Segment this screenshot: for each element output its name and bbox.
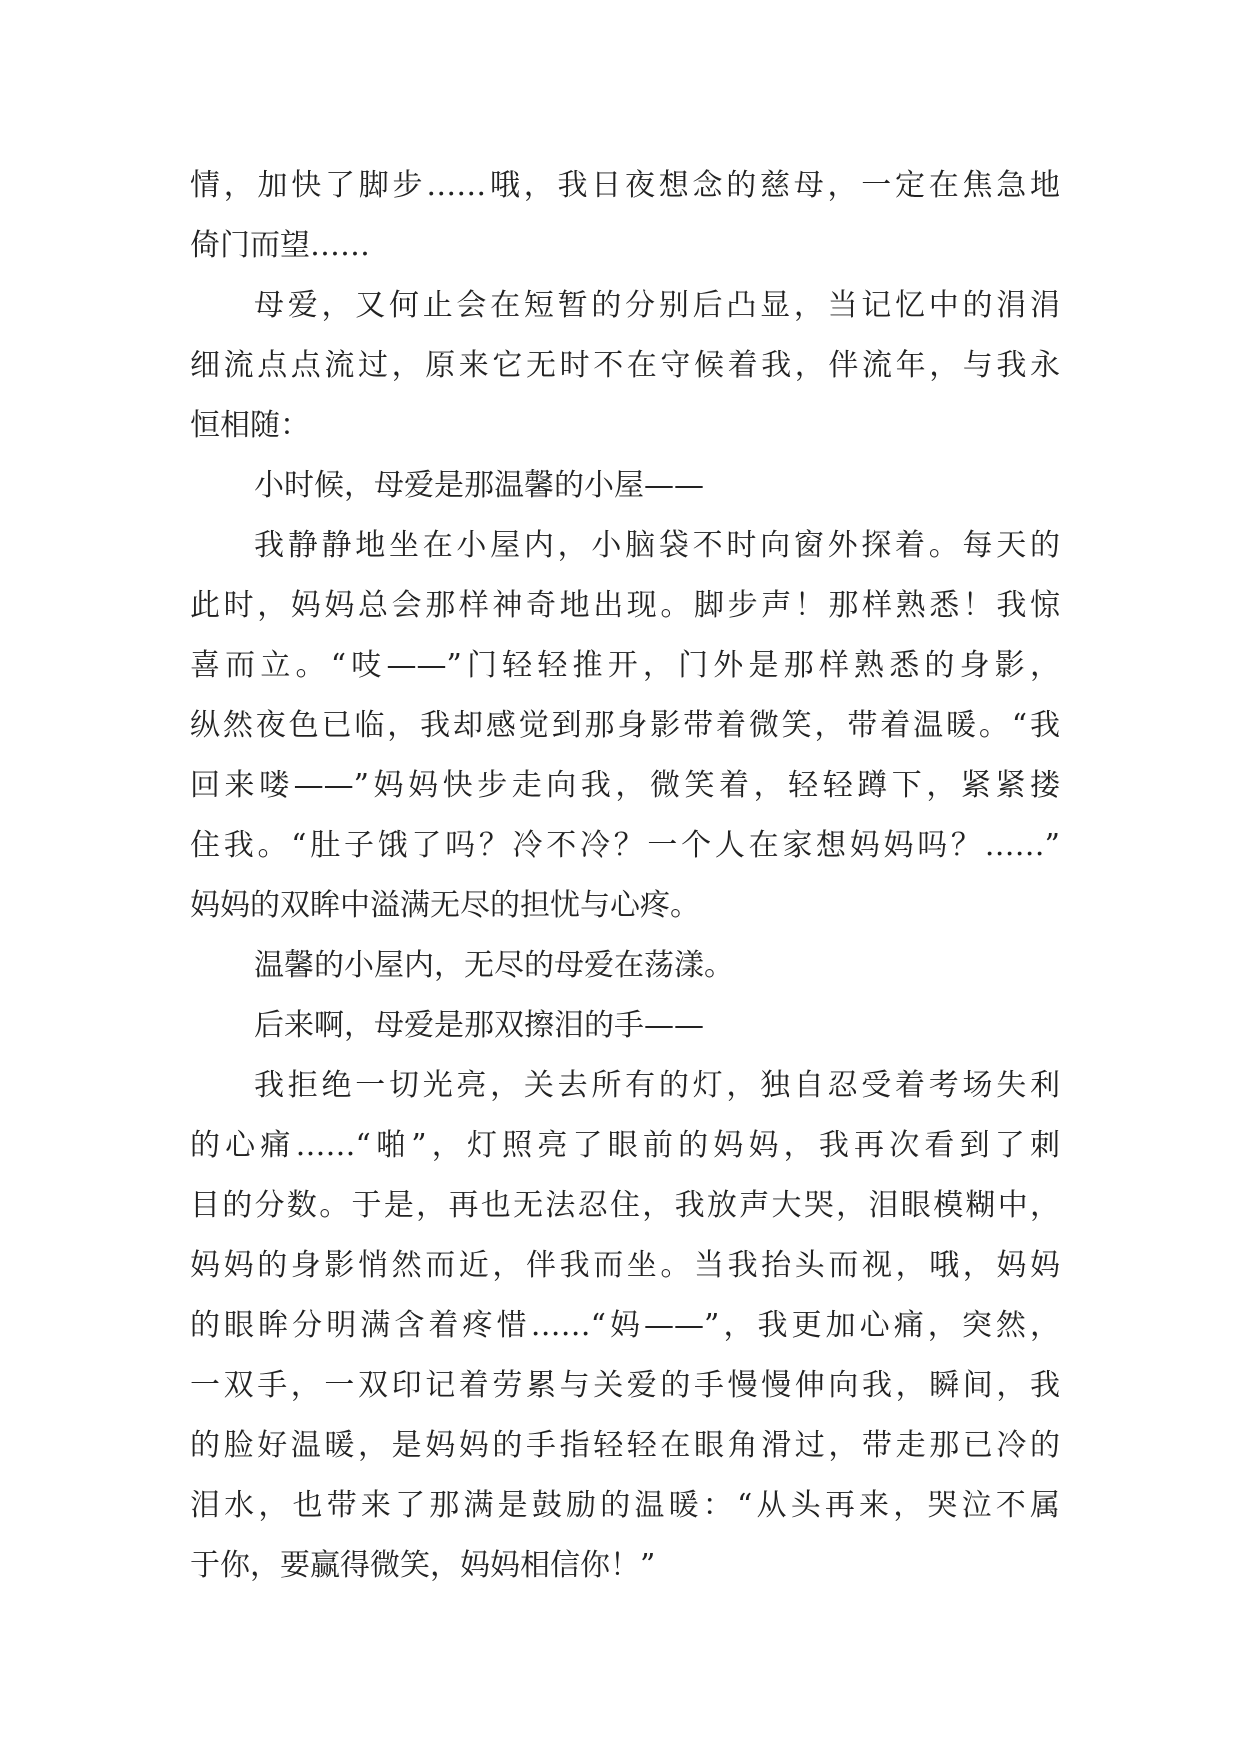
text-line: 后来啊，母爱是那双擦泪的手—— bbox=[254, 1008, 704, 1043]
text-line: 妈妈的双眸中溢满无尽的担忧与心疼。 bbox=[190, 888, 700, 923]
text-line: 泪水，也带来了那满是鼓励的温暖：“从头再来，哭泣不属 bbox=[190, 1488, 1060, 1523]
text-line: 倚门而望…… bbox=[190, 228, 370, 263]
text-line: 我拒绝一切光亮，关去所有的灯，独自忍受着考场失利 bbox=[254, 1068, 1060, 1103]
text-line: 的眼眸分明满含着疼惜……“妈——”，我更加心痛，突然， bbox=[190, 1308, 1060, 1343]
text-line: 妈妈的身影悄然而近，伴我而坐。当我抬头而视，哦，妈妈 bbox=[190, 1248, 1060, 1283]
text-line: 我静静地坐在小屋内，小脑袋不时向窗外探着。每天的 bbox=[254, 528, 1060, 563]
text-line: 小时候，母爱是那温馨的小屋—— bbox=[254, 468, 704, 503]
text-line: 住我。“肚子饿了吗？冷不冷？一个人在家想妈妈吗？……” bbox=[190, 828, 1060, 863]
text-line: 母爱，又何止会在短暂的分别后凸显，当记忆中的涓涓 bbox=[254, 288, 1060, 323]
essay-body bbox=[190, 156, 1060, 1596]
text-line: 情，加快了脚步……哦，我日夜想念的慈母，一定在焦急地 bbox=[190, 168, 1060, 203]
text-line: 此时，妈妈总会那样神奇地出现。脚步声！那样熟悉！我惊 bbox=[190, 588, 1060, 623]
text-line: 目的分数。于是，再也无法忍住，我放声大哭，泪眼模糊中， bbox=[190, 1188, 1060, 1223]
text-line: 于你，要赢得微笑，妈妈相信你！” bbox=[190, 1548, 656, 1583]
text-line: 的心痛……“啪”，灯照亮了眼前的妈妈，我再次看到了刺 bbox=[190, 1128, 1060, 1163]
text-line: 回来喽——”妈妈快步走向我，微笑着，轻轻蹲下，紧紧搂 bbox=[190, 768, 1060, 803]
text-line: 温馨的小屋内，无尽的母爱在荡漾。 bbox=[254, 948, 734, 983]
text-line: 的脸好温暖，是妈妈的手指轻轻在眼角滑过，带走那已冷的 bbox=[190, 1428, 1060, 1463]
text-line: 一双手，一双印记着劳累与关爱的手慢慢伸向我，瞬间，我 bbox=[190, 1368, 1060, 1403]
text-line: 纵然夜色已临，我却感觉到那身影带着微笑，带着温暖。“我 bbox=[190, 708, 1060, 743]
text-line: 喜而立。“吱——”门轻轻推开，门外是那样熟悉的身影， bbox=[190, 648, 1060, 683]
text-line: 恒相随： bbox=[190, 408, 310, 443]
text-line: 细流点点流过，原来它无时不在守候着我，伴流年，与我永 bbox=[190, 348, 1060, 383]
